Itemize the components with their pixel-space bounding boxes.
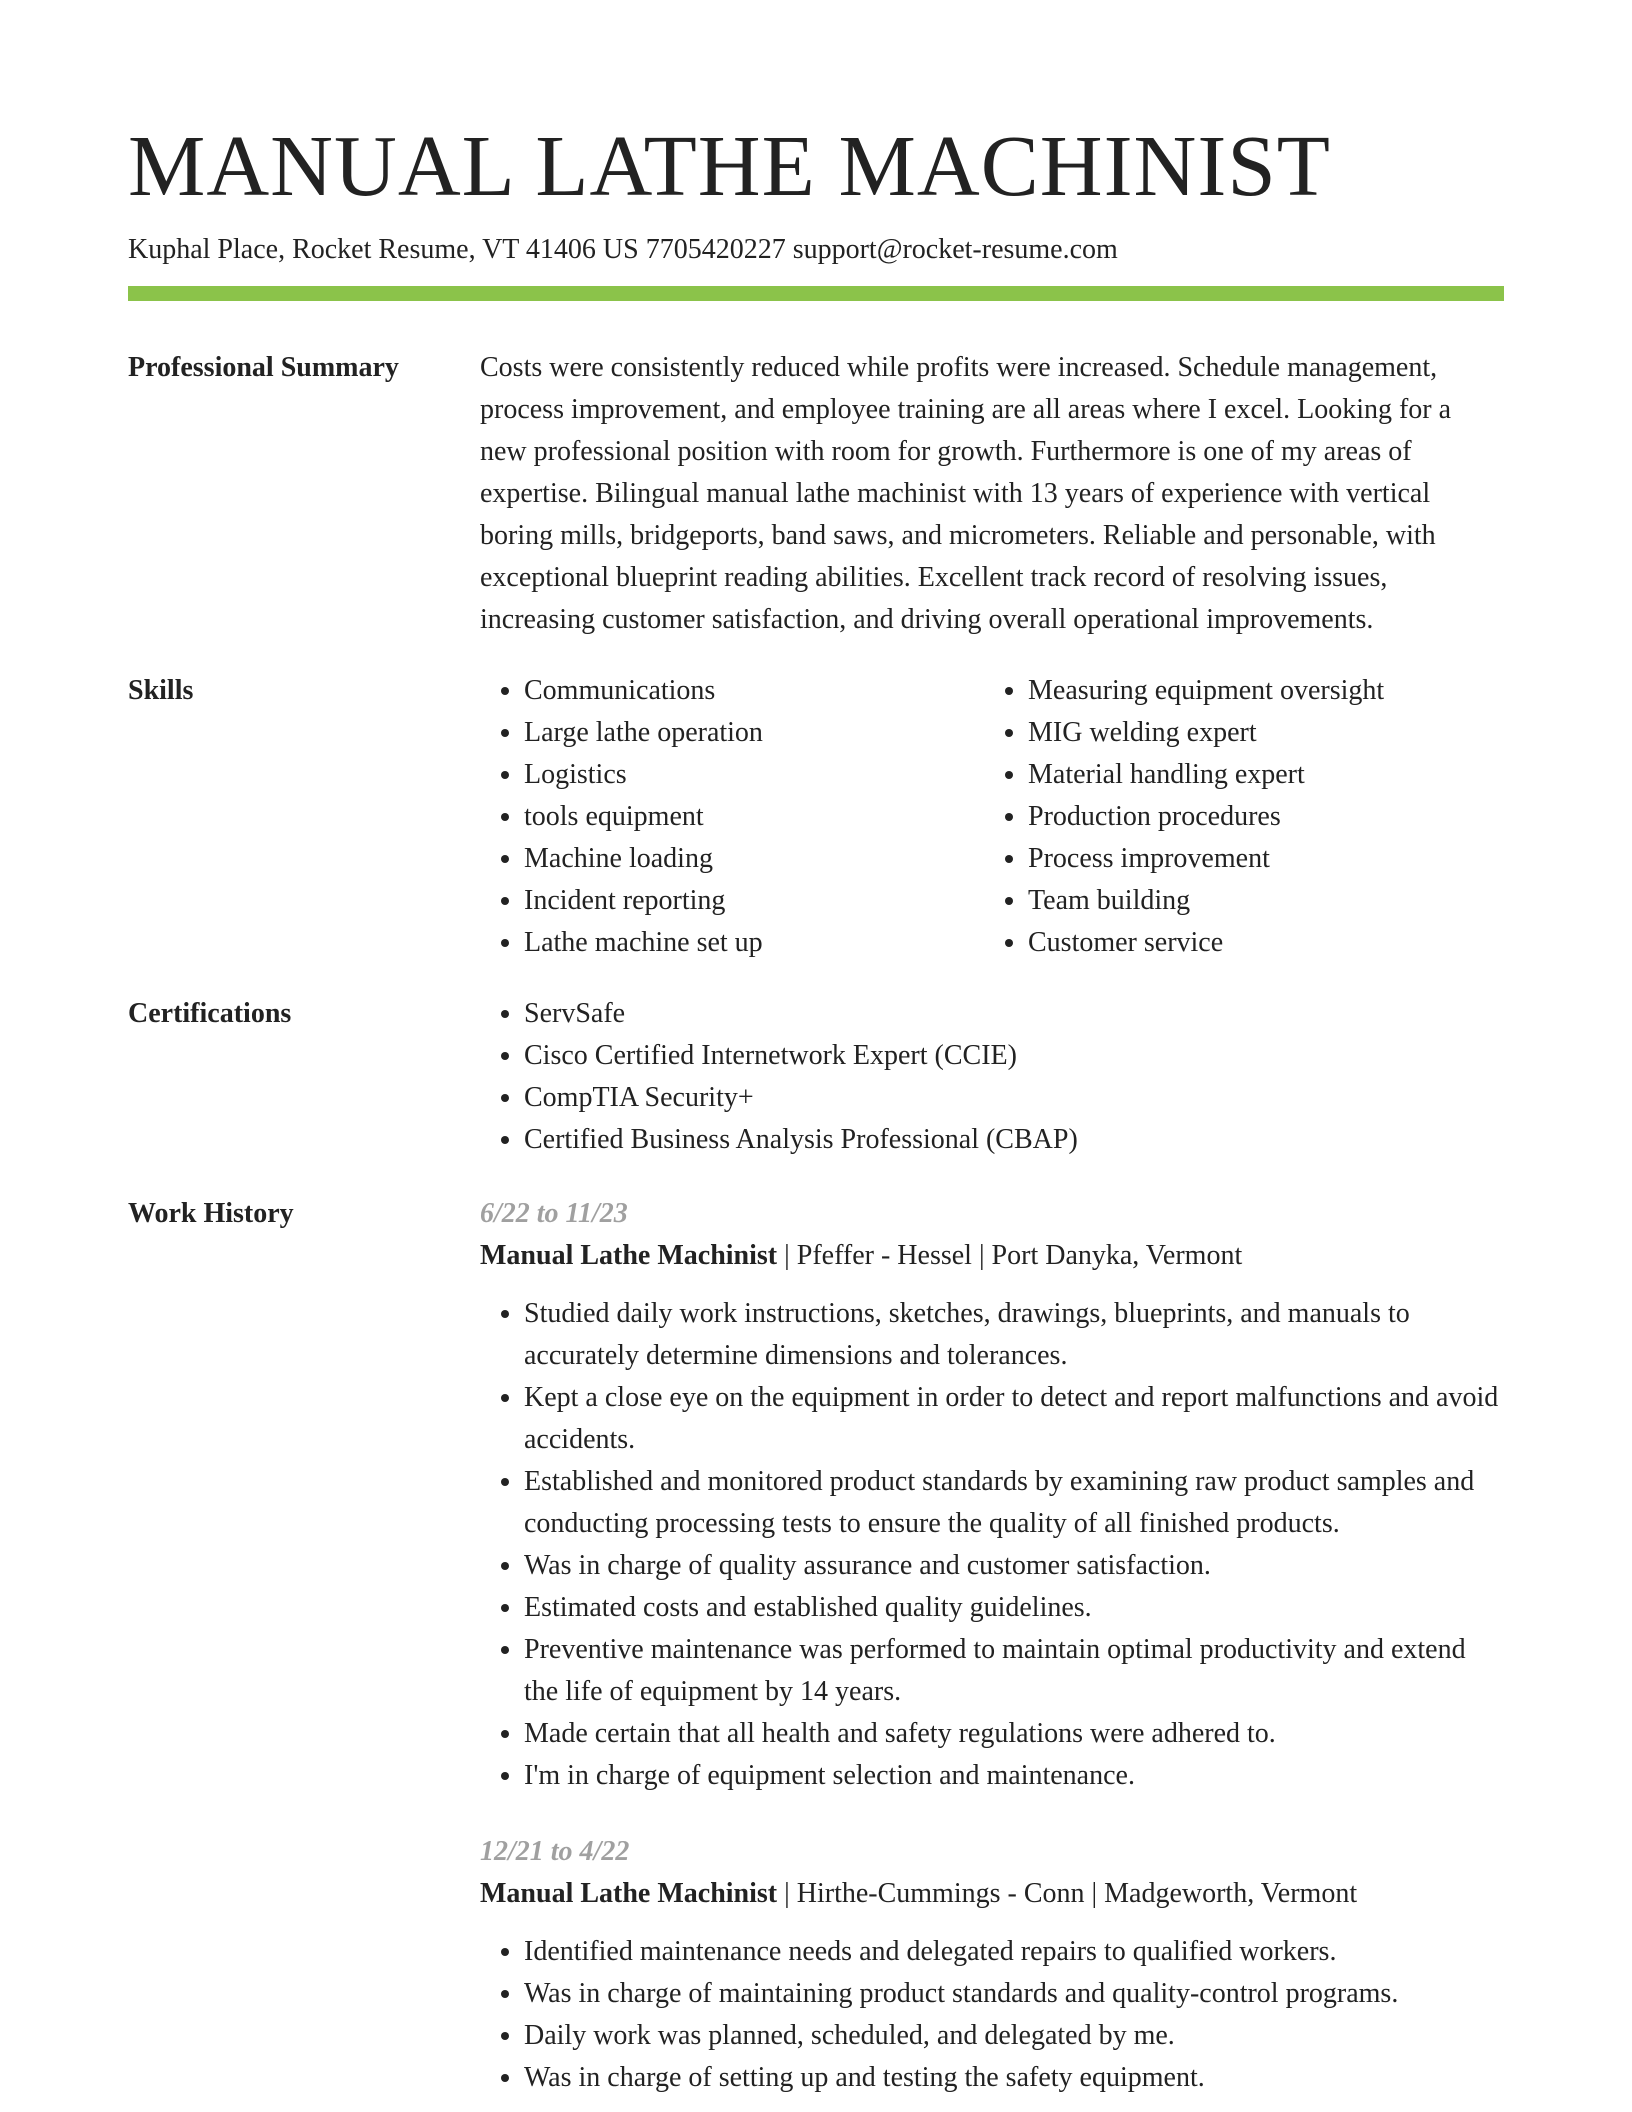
job-bullet: • Was in charge of quality assurance and customer satisfaction. (524, 1545, 1504, 1587)
job-bullet: • Was in charge of maintaining product standards and quality-control programs. (524, 1973, 1504, 2015)
job-bullet: • Kept a close eye on the equipment in order to detect and report malfunctions and avoid accidents. (524, 1377, 1504, 1461)
job-entry (480, 1193, 1504, 1797)
job-bullet: • Estimated costs and established quality guidelines. (524, 1587, 1504, 1629)
job-bullets (480, 1931, 1504, 2099)
skills-heading: Skills (128, 675, 194, 706)
certification-item: • Cisco Certified Internetwork Expert (CCIE) (524, 1035, 1504, 1077)
job-bullet: • Was in charge of setting up and testing the safety equipment. (524, 2057, 1504, 2099)
skills-list-left (480, 670, 984, 964)
job-bullet: • Daily work was planned, scheduled, and delegated by me. (524, 2015, 1504, 2057)
skill-item: • Customer service (1028, 922, 1488, 964)
job-entry (480, 1831, 1504, 2099)
work-history-body (480, 1193, 1504, 2099)
job-bullet: • Preventive maintenance was performed to maintain optimal productivity and extend the life of equipment by 14 years. (524, 1629, 1504, 1713)
job-dates: 6/22 to 11/23 (480, 1198, 628, 1229)
contact-email: support@rocket-resume.com (792, 234, 1118, 265)
skill-item: • Process improvement (1028, 838, 1488, 880)
skills-column-left (480, 670, 984, 964)
skills-list-right (984, 670, 1488, 964)
contact-phone: 7705420227 (645, 234, 786, 265)
certifications-list (480, 993, 1504, 1161)
header-divider (128, 286, 1504, 301)
job-employer-location: | Hirthe-Cummings - Conn | Madgeworth, Vermont (784, 1878, 1358, 1909)
skill-item: • Logistics (524, 754, 984, 796)
job-bullet: • I'm in charge of equipment selection and maintenance. (524, 1755, 1504, 1797)
work-history-heading: Work History (128, 1198, 294, 1229)
skills-column-right (984, 670, 1488, 964)
skill-item: • Material handling expert (1028, 754, 1488, 796)
certification-item: • ServSafe (524, 993, 1504, 1035)
job-heading (480, 1235, 1504, 1277)
skill-item: • Incident reporting (524, 880, 984, 922)
skill-item: • Lathe machine set up (524, 922, 984, 964)
skill-item: • tools equipment (524, 796, 984, 838)
job-bullet: • Made certain that all health and safety regulations were adhered to. (524, 1713, 1504, 1755)
job-dates: 12/21 to 4/22 (480, 1836, 630, 1867)
skill-item: • Machine loading (524, 838, 984, 880)
skill-item: • MIG welding expert (1028, 712, 1488, 754)
contact-line (128, 232, 1118, 268)
skill-item: • Team building (1028, 880, 1488, 922)
certifications-body (480, 993, 1504, 1161)
job-employer-location: | Pfeffer - Hessel | Port Danyka, Vermont (784, 1240, 1243, 1271)
resume-name: MANUAL LATHE MACHINIST (128, 117, 1331, 214)
skill-item: • Production procedures (1028, 796, 1488, 838)
job-heading (480, 1873, 1504, 1915)
contact-address: Kuphal Place, Rocket Resume, VT 41406 US (128, 234, 639, 265)
job-bullet: • Established and monitored product standards by examining raw product samples and conducting processing tests to ensure the quality of all finished products. (524, 1461, 1504, 1545)
certification-item: • Certified Business Analysis Professional (CBAP) (524, 1119, 1504, 1161)
summary-heading: Professional Summary (128, 352, 399, 383)
summary-body (480, 347, 1504, 641)
job-title: Manual Lathe Machinist (480, 1240, 778, 1271)
skill-item: • Communications (524, 670, 984, 712)
skill-item: • Measuring equipment oversight (1028, 670, 1488, 712)
summary-text: Costs were consistently reduced while profits were increased. Schedule management, process improvement, and employee training are all areas where I excel. Looking for a new professional position with room for growth. Furthermore is one of my areas of expertise. Bilingual manual lathe machinist with 13 years of experience with vertical boring mills, bridgeports, band saws, and micrometers. Reliable and personable, with exceptional blueprint reading abilities. Excellent track record of resolving issues, increasing customer satisfaction, and driving overall operational improvements. (480, 352, 1452, 635)
job-title: Manual Lathe Machinist (480, 1878, 778, 1909)
job-bullet: • Identified maintenance needs and delegated repairs to qualified workers. (524, 1931, 1504, 1973)
skill-item: • Large lathe operation (524, 712, 984, 754)
job-bullet: • Studied daily work instructions, sketches, drawings, blueprints, and manuals to accurately determine dimensions and tolerances. (524, 1293, 1504, 1377)
certification-item: • CompTIA Security+ (524, 1077, 1504, 1119)
job-bullets (480, 1293, 1504, 1797)
skills-body (480, 670, 1504, 964)
certifications-heading: Certifications (128, 998, 292, 1029)
